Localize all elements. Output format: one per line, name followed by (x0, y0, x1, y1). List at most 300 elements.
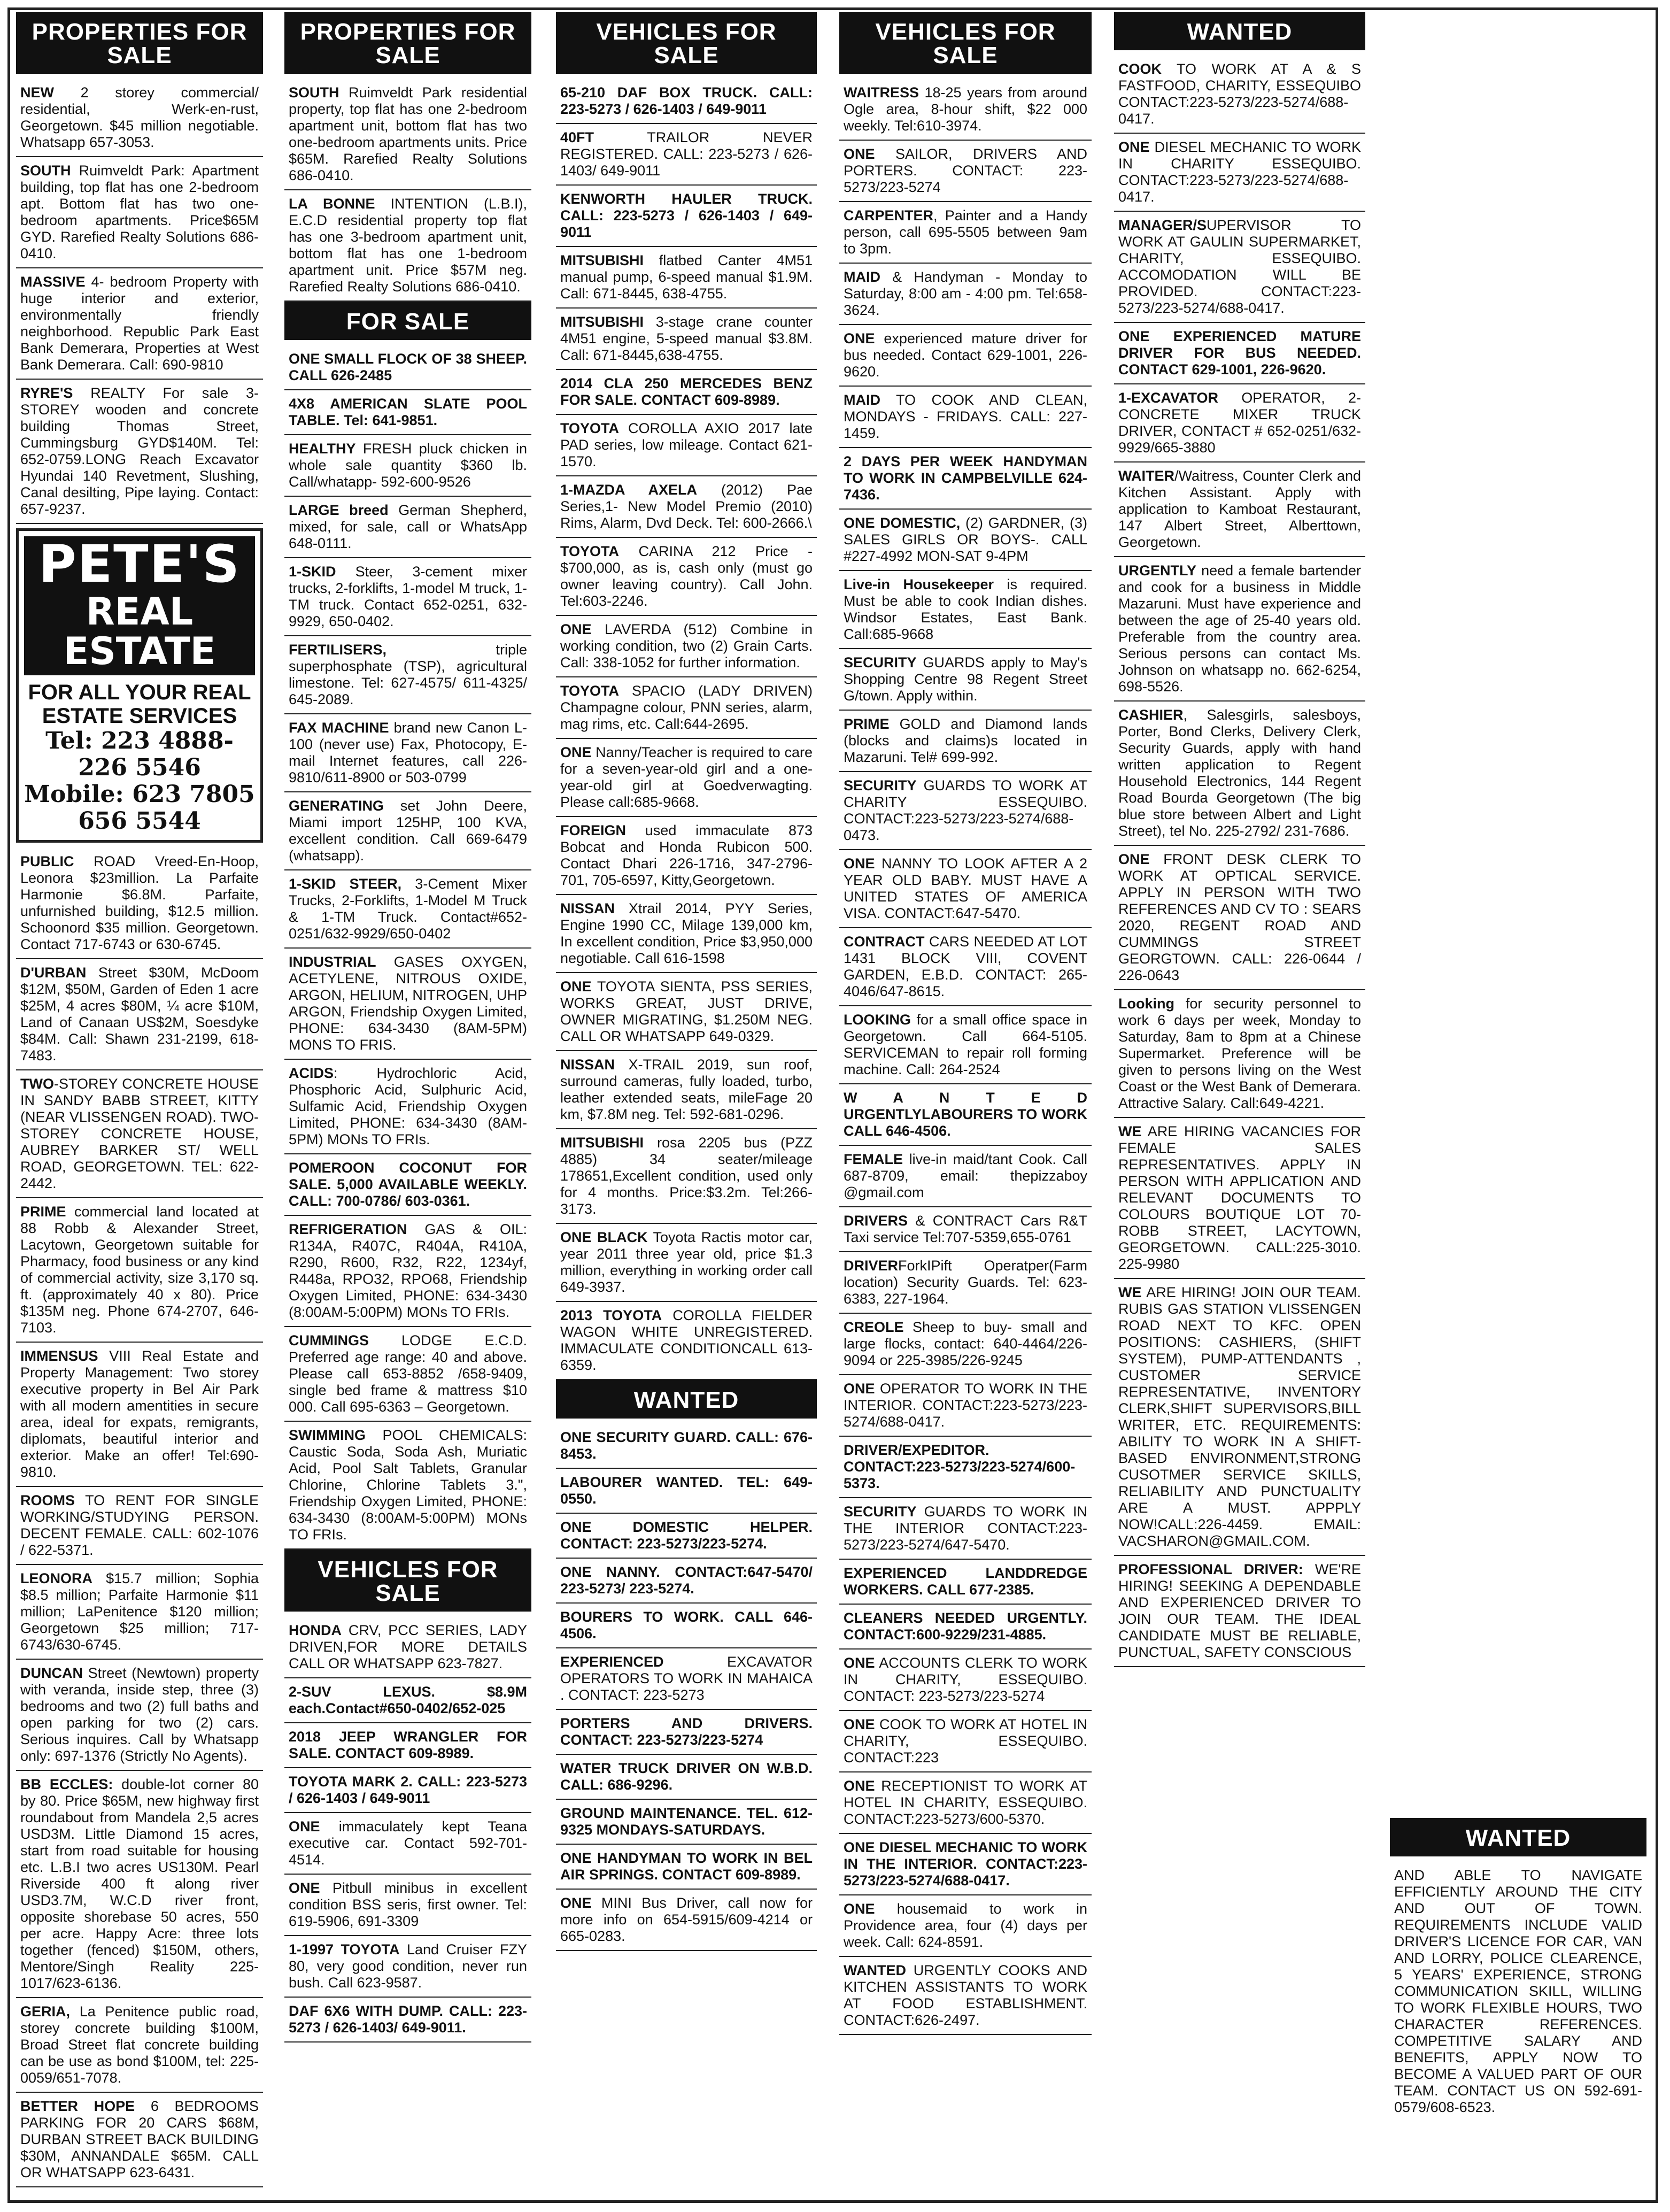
ad-text: GAS & OIL: R134A, R407C, R404A, R410A, R290, R600, R32, R22, 1234yf, R448a, RPO32, RPO68, Friendship Oxygen Limited, PHONE: 634-3430 (8:00AM-5:00PM) MONs TO FRIs. (289, 1221, 527, 1320)
ad-text: 18-25 years from around Ogle area, 8-hour shift, $22 000 weekly. Tel:610-3974. (844, 84, 1087, 134)
ad-lead: CREOLE (844, 1319, 904, 1335)
classified-ad (16, 79, 263, 157)
ad-lead: LARGE breed (289, 502, 389, 518)
logo-tel: Tel: 223 4888- (45, 727, 234, 754)
ad-lead: FEMALE (844, 1151, 903, 1167)
ad-lead: PUBLIC (20, 853, 74, 869)
ad-list (556, 1424, 817, 1951)
ad-lead: ACIDS (289, 1065, 334, 1081)
ad-text: INTENTION (L.B.I), E.C.D residential property top flat has one 3-bedroom apartment unit, bottom flat has one 1-bedroom apartment unit. Price $57M neg. Rarefied Realty Solutions 686-0410. (289, 196, 527, 295)
classified-ad (839, 387, 1092, 448)
ad-text: GOLD and Diamond lands (blocks and claims)s located in Mazaruni. Tel# 699-992. (844, 716, 1087, 765)
ad-lead: CLEANERS NEEDED URGENTLY. CONTACT:600-9229/231-4885. (844, 1610, 1087, 1643)
classified-ad (1114, 846, 1365, 990)
ad-lead: EXPERIENCED (560, 1654, 664, 1670)
ad-lead: ONE (844, 146, 875, 162)
ad-lead: CONTRACT (844, 934, 925, 950)
classified-ad (16, 380, 263, 524)
ad-list (839, 79, 1092, 2035)
classified-ad (556, 1710, 817, 1755)
ad-lead: MASSIVE (20, 274, 86, 290)
classified-ad (556, 616, 817, 677)
classified-ad (839, 510, 1092, 571)
classified-ad (839, 1498, 1092, 1560)
ad-text: DIESEL MECHANIC TO WORK IN CHARITY ESSEQUIBO. CONTACT:223-5273/223-5274/688-0417. (1118, 139, 1361, 205)
ad-text: ARE HIRING VACANCIES FOR FEMALE SALES REPRESENTATIVES. APPLY IN PERSON WITH APPLICATION AND RELEVANT DOCUMENTS TO COLOURS BOUTIQUE LOT 70-ROBB STREET, LACYTOWN, GEORGETOWN. CALL:225-3010. 225-9980 (1118, 1123, 1361, 1272)
classified-ad (16, 1565, 263, 1660)
classified-ad (839, 772, 1092, 850)
ad-lead: ONE (844, 330, 875, 346)
ad-lead: MAID (844, 392, 880, 408)
petes-real-estate-ad (16, 528, 263, 843)
ad-text: , Painter and a Handy person, call 695-5505 between 9am to 3pm. (844, 207, 1087, 257)
classified-ad (556, 476, 817, 538)
logo-mobile-2: 656 5544 (78, 807, 201, 835)
ad-text: VIII Real Estate and Property Management: Two storey executive property in Bel Air Park with all modern amentities in secure area, ideal for expats, remigrants, diplomats, beautiful interior and exterior. Make an offer! Tel:690-9810. (20, 1348, 259, 1480)
section-header-vehicles: VEHICLES FOR SALE (284, 1550, 531, 1612)
ad-lead: LEONORA (20, 1570, 92, 1586)
ad-lead: SECURITY (844, 1504, 917, 1520)
classified-ad (284, 1768, 531, 1813)
ad-lead: ONE (560, 621, 592, 637)
ad-text: 6 BEDROOMS PARKING FOR 20 CARS $68M, DURBAN STREET BACK BUILDING $30M, ANNANDALE $65M. CALL OR WHATSAPP 623-6431. (20, 2098, 259, 2180)
classified-ad (839, 448, 1092, 510)
classified-ad (556, 1129, 817, 1224)
ad-lead: ONE (560, 978, 592, 995)
classified-ad (1114, 134, 1365, 212)
ad-text: Sheep to buy- small and large flocks, contact: 640-4464/226-9094 or 225-3985/226-9245 (844, 1319, 1087, 1368)
ad-lead: ONE (289, 1880, 320, 1896)
ad-lead: 1-SKID STEER, (289, 876, 402, 892)
ad-lead: MITSUBISHI (560, 1135, 644, 1151)
ad-text: live-in maid/tant Cook. Call 687-8709, email: thepizzaboy @gmail.com (844, 1151, 1087, 1200)
classified-ad (839, 571, 1092, 649)
classified-ad (1114, 1279, 1365, 1556)
ad-text: Street (Newtown) property with veranda, inside step, three (3) bedrooms and two (2) full baths and open parking for two (2) cars. Serious inquires. Call by Whatsapp only: 697-1376 (Strictly No Agents). (20, 1665, 259, 1764)
ad-text: Ruimveldt Park: Apartment building, top flat has one 2-bedroom apt. Bottom flat has two one-bedroom apartments. Price$65M GYD. Rarefied Realty Solutions 686-0410. (20, 163, 259, 261)
ad-lead: SWIMMING (289, 1427, 366, 1443)
ad-lead: HEALTHY (289, 441, 356, 457)
section-header: PROPERTIES FOR SALE (16, 12, 263, 74)
ad-text: GASES OXYGEN, ACETYLENE, NITROUS OXIDE, ARGON, HELIUM, NITROGEN, UHP ARGON, Friendship Oxygen Limited, PHONE: 634-3430 (8AM-5PM) MONS TO FRIS. (289, 954, 527, 1053)
ad-lead: TOYOTA (560, 543, 620, 559)
classified-ad (16, 268, 263, 380)
classified-ad (839, 1957, 1092, 2035)
classified-ad (839, 141, 1092, 202)
ad-lead: FOREIGN (560, 822, 627, 838)
classified-ad (556, 1604, 817, 1648)
ad-lead: 65-210 DAF BOX TRUCK. CALL: 223-5273 / 626-1403 / 649-9011 (560, 84, 813, 117)
ad-text: GUARDS TO WORK IN THE INTERIOR CONTACT:223-5273/223-5274/647-5470. (844, 1504, 1087, 1553)
classified-ad (1114, 702, 1365, 846)
classified-ad (839, 1084, 1092, 1146)
ad-lead: SECURITY (844, 777, 917, 793)
ad-lead: ONE SECURITY GUARD. CALL: 676-8453. (560, 1429, 813, 1462)
ad-lead: 2 DAYS PER WEEK HANDYMAN TO WORK IN CAMPBELVILLE 624-7436. (844, 453, 1087, 503)
ad-text: Ruimveldt Park residential property, top flat has one 2-bedroom apartment unit, bottom flat has two one-bedroom apartments units. Price $65M. Rarefied Realty Solutions 686-0410. (289, 84, 527, 183)
ad-lead: ONE (844, 855, 875, 872)
ad-lead: NEW (20, 84, 54, 101)
ad-text: is required. Must be able to cook Indian dishes. Windsor Estates, East Bank. Call:685-9668 (844, 576, 1087, 642)
ad-lead: ONE SMALL FLOCK OF 38 SHEEP. CALL 626-2485 (289, 351, 527, 383)
ad-lead: D'URBAN (20, 965, 87, 981)
ad-lead: ONE DOMESTIC HELPER. CONTACT: 223-5273/223-5274. (560, 1519, 813, 1552)
classified-ad (839, 1207, 1092, 1252)
ad-lead: IMMENSUS (20, 1348, 98, 1364)
ad-text: $15.7 million; Sophia $8.5 million; Parfaite Harmonie $11 million; LaPenitence $120 million; Georgetown $25 million; 717-6743/630-6745. (20, 1570, 259, 1653)
ad-lead: GERIA, (20, 2003, 71, 2020)
classified-ad (16, 2093, 263, 2187)
ad-text: NANNY TO LOOK AFTER A 2 YEAR OLD BABY. MUST HAVE A UNITED STATES OF AMERICA VISA. CONTACT:647-5470. (844, 855, 1087, 921)
classified-ad (284, 1154, 531, 1216)
ad-lead: ONE (560, 1895, 592, 1911)
ad-text: housemaid to work in Providence area, four (4) days per week. Call: 624-8591. (844, 1901, 1087, 1950)
ad-lead: ONE DOMESTIC, (844, 515, 961, 531)
classified-ad (556, 370, 817, 415)
section-header: WANTED (1390, 1818, 1646, 1856)
ad-text: TO RENT FOR SINGLE WORKING/STUDYING PERSON. DECENT FEMALE. CALL: 602-1076 / 622-5371. (20, 1492, 259, 1558)
ad-text: ROAD Vreed-En-Hoop, Leonora $23million. La Parfaite Harmonie $6.8M. Parfaite, unfurnished building, $12.5 million. Schoonord $35 million. Georgetown. Contact 717-6743 or 630-6745. (20, 853, 259, 952)
classified-ad (556, 124, 817, 186)
ad-lead: 40FT (560, 129, 594, 145)
classified-ad (839, 1895, 1092, 1957)
classified-ad (284, 497, 531, 558)
ad-text: for security personnel to work 6 days per week, Monday to Saturday, 8am to 8pm at a Chinese Supermarket. Preference will be given to persons living on the West Coast or the West Bank of Demerara. Attractive Salary. Call:649-4221. (1118, 996, 1361, 1111)
ad-text: ForkIPift Operatper(Farm location) Security Guards. Tel: 623-6383, 227-1964. (844, 1258, 1087, 1307)
classified-ad (556, 247, 817, 309)
classified-ad (839, 711, 1092, 772)
ad-lead: ONE (289, 1818, 320, 1835)
ad-text: & CONTRACT Cars R&T Taxi service Tel:707-5359,655-0761 (844, 1213, 1087, 1245)
ad-lead: BOURERS TO WORK. CALL 646-4506. (560, 1609, 813, 1641)
classified-ad (839, 1146, 1092, 1207)
classified-ad (556, 1302, 817, 1380)
ad-text: , Salesgirls, salesboys, Porter, Bond Clerks, Delivery Clerk, Security Guards, apply with hand written application to Regent Household Electronics, 144 Regent Road Bourda Georgetown (The big blue store between Albert and Light Street), tel No. 225-2792/ 231-7686. (1118, 707, 1361, 839)
classified-ad (839, 928, 1092, 1006)
ad-lead: CARPENTER (844, 207, 934, 223)
ad-lead: W A N T E D URGENTLYLABOURERS TO WORK CALL 646-4506. (844, 1090, 1087, 1139)
classified-ad (839, 1650, 1092, 1711)
ad-list (284, 1617, 531, 2043)
ad-lead: FAX MACHINE (289, 720, 389, 736)
ad-text: X-TRAIL 2019, sun roof, surround cameras, fully loaded, turbo, leather extended seats, mileFage 20 km, $7.8M neg. Tel: 592-681-0296. (560, 1057, 813, 1122)
ad-list (16, 848, 263, 2187)
classified-ad (839, 1437, 1092, 1498)
column-wanted-1 (1114, 12, 1365, 2196)
ad-text: -STOREY CONCRETE HOUSE IN SANDY BABB STREET, KITTY (NEAR VLISSENGEN ROAD). TWO-STOREY CONCRETE HOUSE, AUBREY BARKER ST/ WELL ROAD, GEORGETOWN. TEL: 622-2442. (20, 1076, 259, 1191)
ad-text: Nanny/Teacher is required to care for a seven-year-old girl and a one-year-old girl at Goedverwagting. Please call:685-9668. (560, 744, 813, 810)
ad-text: La Penitence public road, storey concrete building $100M, Broad Street flat concrete building can be use as bond $100M, tel: 225-0059/651-7078. (20, 2003, 259, 2086)
ad-lead: GROUND MAINTENANCE. TEL. 612-9325 MONDAYS-SATURDAYS. (560, 1805, 813, 1838)
classified-ad (556, 739, 817, 817)
classified-ad (556, 1469, 817, 1514)
ad-lead: ONE (844, 1716, 875, 1732)
ad-lead: ONE NANNY. CONTACT:647-5470/ 223-5273/ 223-5274. (560, 1564, 813, 1597)
ad-text: immaculately kept Teana executive car. Contact 592-701-4514. (289, 1818, 527, 1868)
classified-ad (556, 1755, 817, 1800)
classified-ad (839, 1006, 1092, 1084)
ad-lead: WE (1118, 1123, 1142, 1139)
classified-ad (556, 1224, 817, 1302)
ad-lead: ONE (1118, 851, 1150, 867)
ad-lead: POMEROON COCONUT FOR SALE. 5,000 AVAILABLE WEEKLY. CALL: 700-0786/ 603-0361. (289, 1160, 527, 1209)
ad-text: experienced mature driver for bus needed. Contact 629-1001, 226-9620. (844, 330, 1087, 380)
classified-ad (839, 1560, 1092, 1605)
classified-ad (284, 558, 531, 636)
classified-ad (556, 186, 817, 247)
ad-lead: SOUTH (289, 84, 339, 101)
ad-text: SPACIO (LADY DRIVEN) Champagne colour, PNN series, alarm, mag rims, etc. Call:644-2695. (560, 683, 813, 732)
logo-tagline: FOR ALL YOUR REAL ESTATE SERVICES (28, 681, 251, 728)
ad-text: FRONT DESK CLERK TO WORK AT OPTICAL SERVICE. APPLY IN PERSON WITH TWO REFERENCES AND CV TO : SEARS 2020, REGENT ROAD AND CUMMINGS STREET GEORGTOWN. CALL: 226-0644 / 226-0643 (1118, 851, 1361, 983)
ad-text: /Waitress, Counter Clerk and Kitchen Assistant. Apply with application to Kamboat Restaurant, 147 Albert Street, Alberttown, Georgetown. (1118, 468, 1361, 550)
classified-ad (839, 264, 1092, 325)
ad-lead: MAID (844, 269, 880, 285)
ad-lead: EXPERIENCED LANDDREDGE WORKERS. CALL 677-2385. (844, 1565, 1087, 1598)
classified-ad (556, 309, 817, 370)
ad-lead: TOYOTA MARK 2. CALL: 223-5273 / 626-1403 / 649-9011 (289, 1774, 527, 1806)
ad-text: GUARDS apply to May's Shopping Centre 98 Regent Street G/town. Apply within. (844, 654, 1087, 704)
ad-lead: ONE (1118, 139, 1150, 155)
ad-lead: SECURITY (844, 654, 917, 670)
classified-ad (839, 325, 1092, 387)
ad-text: 3-stage crane counter 4M51 engine, 5-speed manual $3.8M. Call: 671-8445,638-4755. (560, 314, 813, 363)
ad-text: ARE HIRING! JOIN OUR TEAM. RUBIS GAS STATION VLISSENGEN ROAD NEXT TO KFC. OPEN POSITIONS: CASHIERS, (SHIFT SYSTEM), PUMP-ATTENDANTS , CUSTOMER SERVICE REPRESENTATIVE, INVENTORY CLERK,SHIFT SUPERVISORS,BILL WRITER, ETC. REQUIREMENTS: ABILITY TO WORK IN A SHIFT-BASED ENVIRONMENT,STRONG CUSOTMER SERVICE SKILLS, RELIABILITY AND PUNCTUALITY ARE A MUST. APPPLY NOW!CALL:226-4459. EMAIL: VACSHARON@GMAIL.COM. (1118, 1284, 1361, 1549)
ad-text: MINI Bus Driver, call now for more info on 654-5915/609-4214 or 665-0283. (560, 1895, 813, 1944)
classified-ad (284, 1216, 531, 1327)
classified-ad (839, 1772, 1092, 1834)
ad-text: CARS NEEDED AT LOT 1431 BLOCK VIII, COVENT GARDEN, E.B.D. CONTACT: 265-4046/647-8615. (844, 934, 1087, 999)
ad-text: : Hydrochloric Acid, Phosphoric Acid, Sulphuric Acid, Sulfamic Acid, Friendship Oxygen Limited, PHONE: 634-3430 (8AM-5PM) MONs TO FRIs. (289, 1065, 527, 1147)
ad-text: German Shepherd, mixed, for sale, call or WhatsApp 648-0111. (289, 502, 527, 551)
classified-ad (556, 1559, 817, 1604)
ad-lead: URGENTLY (1118, 562, 1197, 579)
ad-lead: 1-1997 TOYOTA (289, 1941, 400, 1957)
classified-ad (1390, 1862, 1646, 2121)
classified-ad (1114, 557, 1365, 702)
ad-lead: ONE BLACK (560, 1229, 648, 1245)
classified-ad (556, 1890, 817, 1951)
classified-ad (284, 1678, 531, 1723)
classified-ad (16, 1998, 263, 2093)
ad-text: OPERATOR, 2- CONCRETE MIXER TRUCK DRIVER, CONTACT # 652-0251/632-9929/665-3880 (1118, 390, 1361, 456)
column-properties-2 (284, 12, 531, 2196)
classified-ad (16, 1070, 263, 1198)
classified-ad (1114, 56, 1365, 134)
classified-ad (839, 1252, 1092, 1314)
ad-lead: RYRE'S (20, 385, 73, 401)
ad-list (284, 79, 531, 302)
ad-list (1114, 56, 1365, 1667)
ad-text: RECEPTIONIST TO WORK AT HOTEL IN CHARITY, ESSEQUIBO. CONTACT:223-5273/600-5370. (844, 1778, 1087, 1827)
ad-lead: DRIVERS (844, 1213, 908, 1229)
ad-text: FRESH pluck chicken in whole sale quantity $360 lb. Call/whatapp- 592-600-9526 (289, 441, 527, 490)
ad-lead: SOUTH (20, 163, 71, 179)
ad-lead: GENERATING (289, 798, 384, 814)
ad-text: double-lot corner 80 by 80. Price $65M, new highway first roundabout from Mandela 2,5 acres USD3M. Little Diamond 15 acres, start from road suitable for housing etc. L.B.I two acres US130M. Pearl Riverside 400 ft along river USD3.7M, W.C.D river front, opposite shorebase 50 acres, 550 per acre. Happy Acre: three lots together (fenced) $150M, others, Mentore/Singh Reality 225-1017/623-6136. (20, 1776, 259, 1991)
ad-text: TO WORK AT A & S FASTFOOD, CHARITY, ESSEQUIBO CONTACT:223-5273/223-5274/688-0417. (1118, 61, 1361, 127)
ad-lead: LA BONNE (289, 196, 375, 212)
ad-lead: MITSUBISHI (560, 252, 644, 268)
ad-lead: KENWORTH HAULER TRUCK. CALL: 223-5273 / 626-1403 / 649-9011 (560, 191, 813, 240)
ad-lead: HONDA (289, 1622, 342, 1638)
ad-lead: ONE (844, 1381, 875, 1397)
classified-ad (839, 1375, 1092, 1437)
ad-lead: MITSUBISHI (560, 314, 644, 330)
ad-lead: LOOKING (844, 1012, 911, 1028)
section-header: VEHICLES FOR SALE (839, 12, 1092, 74)
ad-lead: Looking (1118, 996, 1174, 1012)
classified-ad (1114, 1118, 1365, 1279)
ad-text: TRAILOR NEVER REGISTERED. CALL: 223-5273 / 626-1403/ 649-9011 (560, 129, 813, 179)
classified-ad (839, 1314, 1092, 1375)
classified-ad (1114, 212, 1365, 323)
ad-lead: 4X8 AMERICAN SLATE POOL TABLE. Tel: 641-9851. (289, 396, 527, 428)
ad-text: Steer, 3-cement mixer trucks, 2-forklifts, 1-model M truck, 1-TM truck. Contact 652-0251, 632-9929, 650-0402. (289, 564, 527, 629)
ad-lead: ONE (560, 744, 592, 760)
ad-text: AND ABLE TO NAVIGATE EFFICIENTLY AROUND THE CITY AND OUT OF TOWN. REQUIREMENTS INCLUDE VALID DRIVER'S LICENCE FOR CAR, VAN AND LORRY, POLICE CLEARENCE, 5 YEARS' EXPERIENCE, STRONG COMMUNICATION SKILL, WILLING TO WORK FLEXIBLE HOURS, TWO CHARACTER REFERENCES. COMPETITIVE SALARY AND BENEFITS, APPLY NOW TO BECOME A VALUED PART OF OUR TEAM. CONTACT US ON 592-691-0579/608-6523. (1394, 1867, 1642, 2115)
ad-text: used immaculate 873 Bobcat and Honda Rubicon 500. Contact Dhari 226-1716, 347-2796-701, 705-6597, Kitty,Georgetown. (560, 822, 813, 888)
classified-ad (16, 1343, 263, 1487)
classified-ad (839, 649, 1092, 711)
classified-ad (1114, 1556, 1365, 1667)
column-properties-1 (16, 12, 263, 2196)
ad-lead: DRIVER (844, 1258, 899, 1274)
classified-ad (284, 79, 531, 190)
classified-ad (556, 1800, 817, 1845)
ad-text: (2) GARDNER, (3) SALES GIRLS OR BOYS-. CALL #227-4992 MON-SAT 9-4PM (844, 515, 1087, 564)
classified-ad (284, 1060, 531, 1154)
ad-text: CRV, PCC SERIES, LADY DRIVEN,FOR MORE DETAILS CALL OR WHATSAPP 623-7827. (289, 1622, 527, 1671)
ad-lead: ONE (844, 1901, 875, 1917)
classified-ad (284, 1422, 531, 1550)
ad-lead: 1-SKID (289, 564, 336, 580)
ad-lead: DAF 6X6 WITH DUMP. CALL: 223-5273 / 626-1403/ 649-9011. (289, 2003, 527, 2036)
petes-logo (24, 536, 255, 675)
ad-lead: WE (1118, 1284, 1142, 1300)
classified-ad (284, 949, 531, 1060)
ad-lead: LABOURER WANTED. TEL: 649-0550. (560, 1474, 813, 1507)
ad-lead: TWO (20, 1076, 54, 1092)
classified-ad (16, 157, 263, 268)
ad-lead: WATER TRUCK DRIVER ON W.B.D. CALL: 686-9296. (560, 1760, 813, 1793)
classified-ad (1114, 990, 1365, 1118)
ad-lead: WANTED (844, 1962, 906, 1978)
section-header: PROPERTIES FOR SALE (284, 12, 531, 74)
ad-text: flatbed Canter 4M51 manual pump, 6-speed manual $1.9M. Call: 671-8445, 638-4755. (560, 252, 813, 302)
ad-lead: WAITRESS (844, 84, 919, 101)
logo-line-2: REAL ESTATE (63, 590, 216, 673)
ad-text: REALTY For sale 3-STOREY wooden and concrete building Thomas Street, Cummingsburg GYD$140M. Tel: 652-0759.LONG Reach Excavator Hyundai 140 Revetment, Slushing, Canal desilting, Pipe laying. Contact: 657-9237. (20, 385, 259, 517)
classified-ad (556, 1424, 817, 1469)
classified-ad (556, 79, 817, 124)
classified-ad (284, 1327, 531, 1422)
classified-ad (16, 1487, 263, 1565)
ad-text: ACCOUNTS CLERK TO WORK IN CHARITY, ESSEQUIBO. CONTACT: 223-5273/223-5274 (844, 1655, 1087, 1704)
ad-text: CARINA 212 Price - $700,000, as is, cash only (must go owner leaving country). Call John. Tel:603-2246. (560, 543, 813, 609)
classified-ad (1114, 384, 1365, 463)
ad-text: COROLLA AXIO 2017 late PAD series, low mileage. Contact 621-1570. (560, 420, 813, 469)
ad-lead: 2014 CLA 250 MERCEDES BENZ FOR SALE. CONTACT 609-8989. (560, 375, 813, 408)
ad-text: set John Deere, Miami import 125HP, 100 KVA, excellent condition. Call 669-6479 (whatsapp). (289, 798, 527, 864)
section-header-wanted: WANTED (556, 1380, 817, 1419)
classified-ad (284, 1936, 531, 1998)
classified-ad (839, 1605, 1092, 1650)
classified-ad (556, 895, 817, 973)
classified-ad (284, 870, 531, 949)
ad-text: UPERVISOR TO WORK AT GAULIN SUPERMARKET, CHARITY, ESSEQUIBO. ACCOMODATION WILL BE PROVIDED. CONTACT:223-5273/223-5274/688-0417. (1118, 217, 1361, 316)
ad-lead: CUMMINGS (289, 1332, 369, 1348)
section-header: VEHICLES FOR SALE (556, 12, 817, 74)
ad-text: brand new Canon L-100 (never use) Fax, Photocopy, E-mail Internet features, call 226-9810/611-8900 or 503-0799 (289, 720, 527, 785)
ad-lead: Live-in Housekeeper (844, 576, 994, 592)
ad-text: for a small office space in Georgetown. Call 664-5105. SERVICEMAN to repair roll forming machine. Call: 264-2524 (844, 1012, 1087, 1077)
section-header-for-sale: FOR SALE (284, 302, 531, 340)
classified-ad (1114, 463, 1365, 557)
classified-ad (16, 1771, 263, 1998)
ad-lead: CASHIER (1118, 707, 1184, 723)
classified-ad (284, 345, 531, 390)
ad-lead: MANAGER/S (1118, 217, 1207, 233)
classified-ad (284, 190, 531, 302)
classified-ad (556, 817, 817, 895)
ad-lead: PORTERS AND DRIVERS. CONTACT: 223-5273/223-5274 (560, 1715, 813, 1748)
ad-lead: PROFESSIONAL DRIVER: (1118, 1561, 1303, 1577)
classified-ad (556, 1648, 817, 1710)
ad-lead: DUNCAN (20, 1665, 83, 1681)
classified-ad (556, 973, 817, 1051)
classified-ad (284, 636, 531, 714)
classified-ad (16, 1198, 263, 1343)
ad-lead: PRIME (844, 716, 890, 732)
classified-ad (839, 850, 1092, 928)
classified-ad (556, 415, 817, 476)
classified-ad (284, 1813, 531, 1875)
ad-text: COROLLA FIELDER WAGON WHITE UNREGISTERED. IMMACULATE CONDITIONCALL 613-6359. (560, 1307, 813, 1373)
ad-text: LAVERDA (512) Combine in working condition, two (2) Grain Carts. Call: 338-1052 for further information. (560, 621, 813, 670)
ad-text: Land Cruiser FZY 80, very good condition, never run bush. Call 623-9587. (289, 1941, 528, 1991)
ad-text: rosa 2205 bus (PZZ 4885) 34 seater/mileage 178651,Excellent condition, used only for 4 months. Price:$3.2m. Tel:266-3173. (560, 1135, 813, 1217)
ad-text: WE'RE HIRING! SEEKING A DEPENDABLE AND EXPERIENCED DRIVER TO JOIN OUR TEAM. THE IDEAL CANDIDATE MUST BE RELIABLE, PUNCTUAL, SAFETY CONSCIOUS (1118, 1561, 1362, 1660)
ad-lead: DRIVER/EXPEDITOR. CONTACT:223-5273/223-5274/600-5373. (844, 1442, 1076, 1491)
column-vehicles-2 (839, 12, 1092, 2196)
ad-text: Xtrail 2014, PYY Series, Engine 1990 CC, Milage 139,000 km, In excellent condition, Price $3,950,000 negotiable. Call 616-1598 (560, 900, 813, 966)
ad-lead: 1-EXCAVATOR (1118, 390, 1219, 406)
ad-lead: PRIME (20, 1204, 66, 1220)
ad-text: GUARDS TO WORK AT CHARITY ESSEQUIBO. CONTACT:223-5273/223-5274/688-0473. (844, 777, 1087, 843)
ad-lead: BETTER HOPE (20, 2098, 135, 2114)
classified-ad (284, 1875, 531, 1936)
ad-lead: TOYOTA (560, 683, 620, 699)
ad-text: URGENTLY COOKS AND KITCHEN ASSISTANTS TO WORK AT FOOD ESTABLISHMENT. CONTACT:626-2497. (844, 1962, 1087, 2028)
classified-ad (839, 79, 1092, 141)
classified-ad (284, 714, 531, 792)
classified-ad (16, 848, 263, 959)
logo-line-1: PETE'S (38, 534, 241, 594)
ad-text: commercial land located at 88 Robb & Alexander Street, Lacytown, Georgetown suitable for Pharmacy, food business or any kind of commercial activity, size 3,170 sq. ft. (approximately 40 x 80). Price $135M neg. Phone 674-2707, 646-7103. (20, 1204, 259, 1336)
ad-text: Street $30M, McDoom $12M, $50M, Garden of Eden 1 acre $25M, 4 acres $80M, ¼ acre $10M, Land of Canaan US$2M, Soesdyke $84M. Call: Shawn 231-2199, 618-7483. (20, 965, 259, 1063)
ad-list (16, 79, 263, 524)
logo-mobile: Mobile: 623 7805 (24, 781, 255, 808)
ad-lead: ONE EXPERIENCED MATURE DRIVER FOR BUS NEEDED. CONTACT 629-1001, 226-9620. (1118, 328, 1361, 377)
ad-text: 3-Cement Mixer Trucks, 2-Forklifts, 1-Model M Truck & 1-TM Truck. Contact#652-0251/632-9929/650-0402 (289, 876, 527, 942)
classified-ad (556, 1051, 817, 1129)
ad-lead: ONE HANDYMAN TO WORK IN BEL AIR SPRINGS. CONTACT 609-8989. (560, 1850, 813, 1883)
ad-lead: ROOMS (20, 1492, 75, 1508)
section-header: WANTED (1114, 12, 1365, 50)
classified-ad (284, 435, 531, 497)
classified-ad (284, 1723, 531, 1768)
